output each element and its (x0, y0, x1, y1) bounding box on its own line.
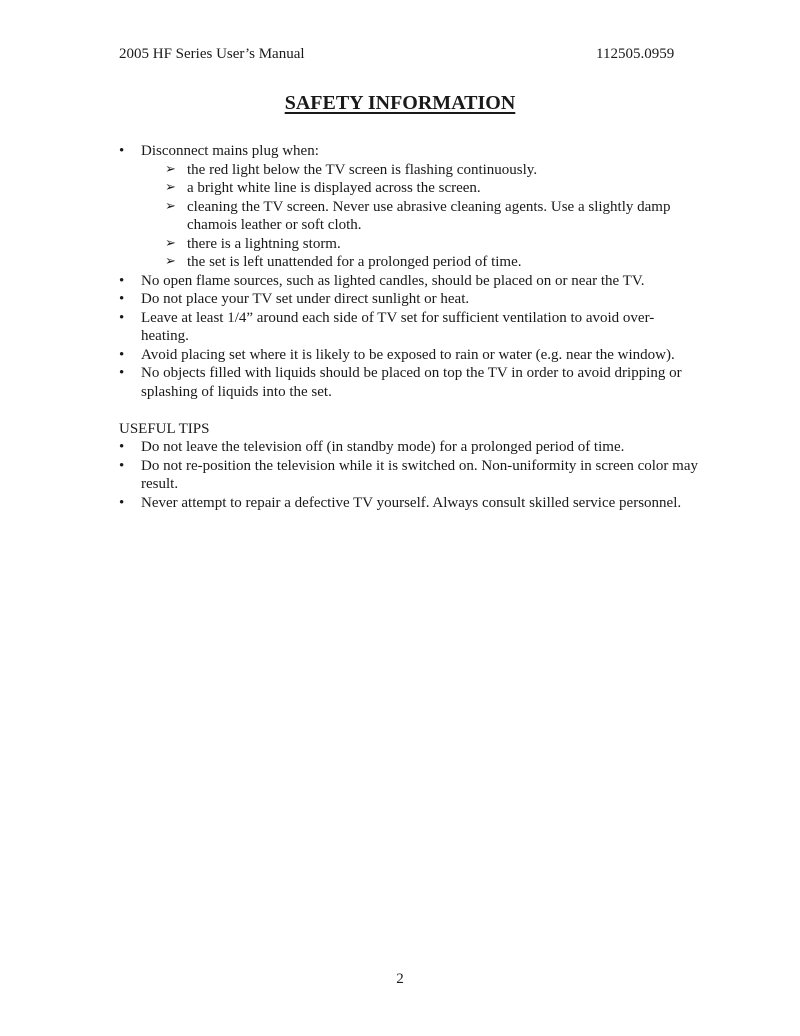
condition-item: ➢ a bright white line is displayed across the screen. (165, 179, 699, 198)
header-document-code: 112505.0959 (596, 46, 675, 62)
list-item: • Do not re-position the television while it is switched on. Non-uniformity in screen color may result. (119, 457, 699, 494)
condition-item: ➢ the red light below the TV screen is flashing continuously. (165, 161, 699, 180)
main-content (119, 142, 699, 512)
condition-item: ➢ there is a lightning storm. (165, 235, 699, 254)
list-item: • Do not place your TV set under direct sunlight or heat. (119, 290, 699, 309)
disconnect-text: Disconnect mains plug when: (141, 143, 319, 159)
page-title: SAFETY INFORMATION (284, 92, 516, 114)
header-manual-title: 2005 HF Series User’s Manual (119, 46, 305, 62)
condition-item: ➢ the set is left unattended for a prolonged period of time. (165, 253, 699, 272)
list-item: • Do not leave the television off (in standby mode) for a prolonged period of time. (119, 438, 699, 457)
tips-list (119, 438, 699, 512)
list-item: • Avoid placing set where it is likely to be exposed to rain or water (e.g. near the window). (119, 346, 699, 365)
useful-tips-heading: USEFUL TIPS (119, 420, 210, 437)
list-item: • Leave at least 1/4” around each side of TV set for sufficient ventilation to avoid over-heating. (119, 309, 699, 346)
list-item: • No open flame sources, such as lighted candles, should be placed on or near the TV. (119, 272, 699, 291)
safety-list (119, 142, 699, 401)
disconnect-conditions-list (141, 161, 699, 272)
list-item: • Never attempt to repair a defective TV yourself. Always consult skilled service personnel. (119, 494, 699, 513)
page-number: 2 (396, 971, 404, 987)
list-item-disconnect (119, 142, 699, 272)
list-item: • No objects filled with liquids should be placed on top the TV in order to avoid dripping or splashing of liquids into the set. (119, 364, 699, 401)
condition-item: ➢ cleaning the TV screen. Never use abrasive cleaning agents. Use a slightly damp chamois leather or soft cloth. (165, 198, 699, 235)
